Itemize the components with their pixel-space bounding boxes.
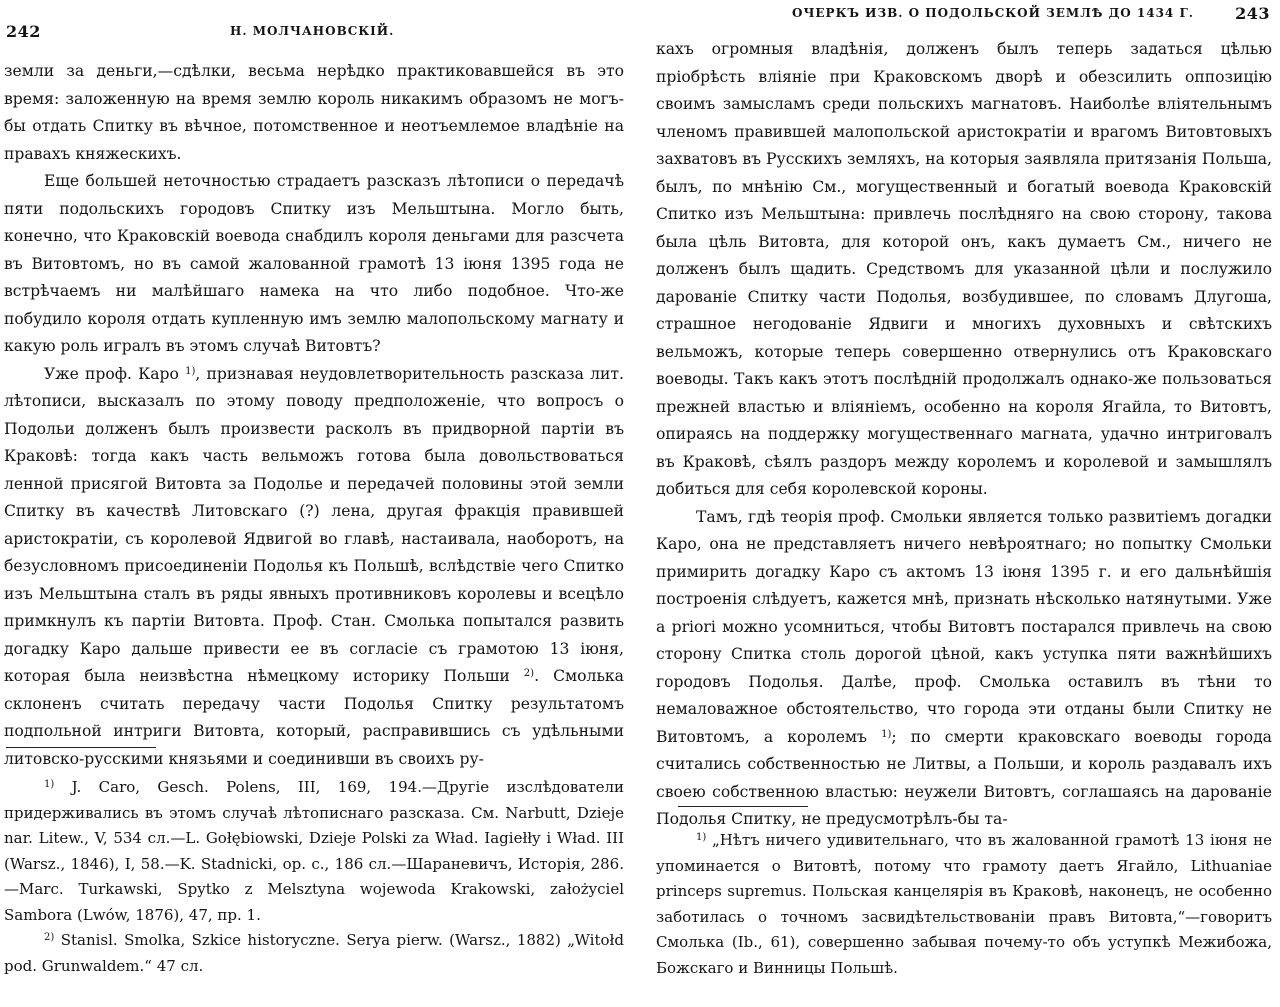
right-p2-text-a: Тамъ, гдѣ теорія проф. Смольки является только развитіемъ догадки Каро, она не представляетъ ничего невѣроятнаго; но попытку Смольки примирить догадку Каро съ актомъ 13 іюня 1395 г. и его дальнѣйшія построенія слѣдуетъ, кажется мнѣ, признать нѣсколько натянутыми. Уже a priori можно усомниться, чтобы Витовтъ постарался привлечь на свою сторону Спитка столь дорогой цѣной, какъ уступка пяти важнѣйшихъ городовъ Подолья. Далѣе, проф. Смолька оставилъ въ тѣни то немаловажное обстоятельство, что города эти отданы были Спитку не Витовтомъ, а королемъ bbox=[656, 507, 1272, 746]
footnote-text: J. Caro, Gesch. Polens, III, 169, 194.—Другіе изслѣдователи придерживались въ этомъ случаѣ лѣтописнаго разсказа. См. Narbutt, Dzieje nar. Litew., V, 534 сл.—L. Gołębiowski, Dzieje Polski za Wład. Iagiełły i Wład. III (Warsz., 1846), I, 58.—K. Stadnicki, op. c., 186 сл.—Шараневичъ, Исторія, 286.—Marc. Turkawski, Spytko z Melsztyna wojewoda Krakowski, założyciel Sambora (Lwów, 1876), 47, пр. 1. bbox=[4, 778, 624, 924]
left-p3-text-a: Уже проф. Каро bbox=[44, 364, 179, 383]
right-running-title: ОЧЕРКЪ ИЗВ. О ПОДОЛЬСКОЙ ЗЕМЛѢ ДО 1434 Г. bbox=[792, 6, 1194, 20]
right-footnote-1 bbox=[656, 828, 1272, 981]
left-p3-text-c: . Смолька склоненъ считать передачу части Подолья Спитку результатомъ подпольной интриги Витовта, который, расправившись съ удѣльными литовско-русскими князьями и соединивши въ своихъ ру- bbox=[4, 667, 624, 768]
left-paragraph-3 bbox=[4, 361, 624, 774]
left-paragraph-1: земли за деньги,—сдѣлки, весьма нерѣдко практиковавшейся въ это время: заложенную на время землю король никакимъ образомъ не могъ-бы отдать Спитку въ вѣчное, потомственное и неотъемлемое владѣніе на правахъ княжескихъ. bbox=[4, 62, 624, 163]
left-running-title: Н. МОЛЧАНОВСКІЙ. bbox=[230, 24, 395, 38]
left-body-text bbox=[4, 58, 624, 773]
footnote-text: Stanisl. Smolka, Szkice historyczne. Serya pierw. (Warsz., 1882) „Witołd pod. Grunwaldem.“ 47 сл. bbox=[4, 931, 624, 975]
right-running-head bbox=[656, 4, 1272, 28]
left-footnote-rule bbox=[6, 747, 156, 748]
right-footnotes bbox=[656, 828, 1272, 981]
footnote-ref-1: 1) bbox=[881, 728, 892, 740]
right-paragraph-2 bbox=[656, 504, 1272, 834]
left-footnote-1 bbox=[4, 775, 624, 928]
footnote-number: 2) bbox=[44, 932, 55, 943]
left-paragraph-2: Еще большей неточностью страдаетъ разсказъ лѣтописи о передачѣ пяти подольскихъ городовъ Спитку изъ Мельштына. Могло быть, конечно, что Краковскій воевода снабдилъ короля деньгами для разсчета въ Витовтомъ, но въ самой жалованной грамотѣ 13 іюня 1395 года не встрѣчаемъ ни малѣйшаго намека на что либо подобное. Что-же побудило короля отдать купленную имъ землю малопольскому магнату и какую роль игралъ въ этомъ случаѣ Витовтъ? bbox=[4, 172, 624, 355]
left-page bbox=[0, 0, 628, 1007]
footnote-text: „Нѣтъ ничего удивительнаго, что въ жалованной грамотѣ 13 іюня не упоминается о Витовтѣ, потому что грамоту даетъ Ягайло, Lithuaniae princeps supremus. Польская канцелярія въ Краковѣ, наконецъ, не особенно заботилась о точномъ засвидѣтельствованіи правъ Витовта,“—говоритъ Смолька (Ib., 61), совершенно забывая почему-то объ уступкѣ Межибожа, Божскаго и Винницы Польшѣ. bbox=[656, 831, 1272, 977]
right-page bbox=[652, 0, 1276, 1007]
left-footnote-2 bbox=[4, 928, 624, 979]
left-page-number: 242 bbox=[6, 22, 41, 41]
left-footnotes bbox=[4, 775, 624, 979]
left-running-head bbox=[4, 22, 624, 46]
footnote-ref-1: 1) bbox=[185, 365, 196, 377]
right-footnote-rule bbox=[678, 806, 808, 807]
right-paragraph-1: кахъ огромныя владѣнія, долженъ былъ теперь задаться цѣлью пріобрѣсть вліяніе при Краковскомъ дворѣ и обезсилить оппозицію своимъ замысламъ среди польскихъ магнатовъ. Наиболѣе вліятельнымъ членомъ правившей малопольской аристократіи и врагомъ Витовтовыхъ захватовъ въ Русскихъ земляхъ, на которыя заявляла притязанія Польша, былъ, по мнѣнію См., могущественный и богатый воевода Краковскій Спитко изъ Мельштына: привлечь послѣдняго на свою сторону, такова была цѣль Витовта, для которой онъ, какъ думаетъ См., ничего не долженъ былъ щадить. Средствомъ для указанной цѣли и послужило дарованіе Спитку части Подолья, возбудившее, по словамъ Длугоша, страшное негодованіе Ядвиги и многихъ духовныхъ и свѣтскихъ вельможъ, которые теперь совершенно отвернулись отъ Краковскаго воеводы. Такъ какъ этотъ послѣдній продолжалъ однако-же пользоваться прежней властью и вліяніемъ, особенно на короля Ягайла, то Витовтъ, опираясь на поддержку могущественнаго магната, удачно интриговалъ въ Краковѣ, сѣялъ раздоръ между королемъ и королевой и замышлялъ добиться для себя королевской короны. bbox=[656, 40, 1272, 498]
right-p2-text-b: ; по смерти краковскаго воеводы города считались собственностью не Литвы, а Польши, и король раздавалъ ихъ своею собственною властью: неужели Витовтъ, соглашаясь на дарованіе Подолья Спитку, не предусмотрѣлъ-бы та- bbox=[656, 727, 1272, 828]
right-body-text bbox=[656, 36, 1272, 834]
right-page-number: 243 bbox=[1235, 4, 1270, 23]
left-p3-text-b: , признавая неудовлетворительность разсказа лит. лѣтописи, высказалъ по этому поводу предположеніе, что вопросъ о Подольи долженъ былъ произвести расколъ въ придворной партіи въ Краковѣ: тогда какъ часть вельможъ готова была довольствоваться ленной присягой Витовта за Подолье и передачей половины этой земли Спитку въ качествѣ Литовскаго (?) лена, другая фракція правившей аристократіи, съ королевой Ядвигой во главѣ, настаивала, наоборотъ, на безусловномъ присоединеніи Подолья къ Польшѣ, вслѣдствіе чего Спитко изъ Мельштына сталъ въ ряды явныхъ противниковъ королевы и всецѣло примкнулъ къ партіи Витовта. Проф. Стан. Смолька попытался развить догадку Каро дальше привести ее въ согласіе съ грамотою 13 іюня, которая была неизвѣстна нѣмецкому историку Польши bbox=[4, 364, 624, 685]
footnote-ref-2: 2) bbox=[523, 668, 535, 679]
footnote-number: 1) bbox=[696, 832, 707, 843]
footnote-number: 1) bbox=[44, 779, 55, 790]
